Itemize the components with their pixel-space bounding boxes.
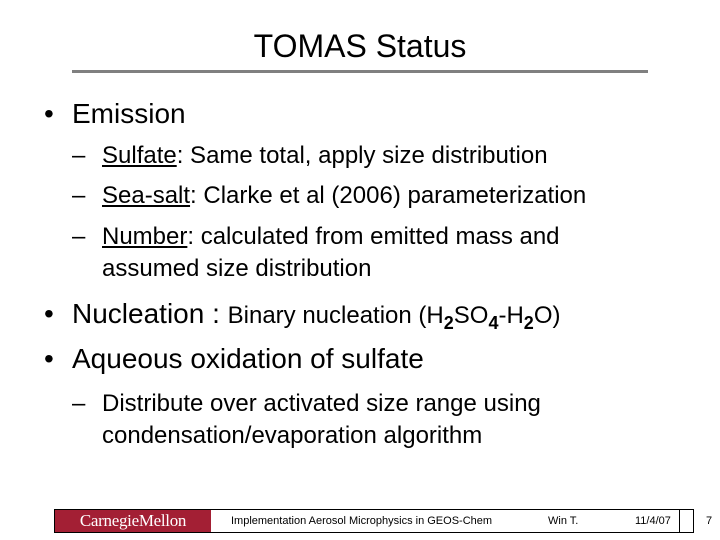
sub-bullet-text: : Same total, apply size distribution [176,142,548,169]
bullet-text: Aqueous oxidation of sulfate [72,343,424,374]
sub-bullet-distribute [72,388,541,452]
sub-bullet-number [72,221,560,285]
bullet-marker: • [44,98,54,129]
footer-author: Win T. [548,515,579,527]
dash-marker: – [72,142,86,169]
sub-bullet-continuation: assumed size distribution [102,255,372,282]
term-number: Number [102,223,188,250]
footer-date: 11/4/07 [635,515,671,527]
formula-part: Binary nucleation (H [227,302,444,329]
footer-page-number: 7 [706,515,713,527]
term-sulfate: Sulfate [102,142,177,169]
formula-subscript: 2 [443,313,454,333]
formula-subscript: 4 [488,313,499,333]
slide-title: TOMAS Status [253,28,467,64]
bullet-text: Nucleation : [72,298,228,329]
formula-part: SO [453,302,489,329]
term-seasalt: Sea-salt [102,182,191,209]
formula-subscript: 2 [523,313,534,333]
bullet-text: Emission [72,98,186,129]
bullet-emission [44,97,186,131]
carnegie-mellon-logo: CarnegieMellon [55,510,211,532]
sub-bullet-text: : Clarke et al (2006) parameterization [190,182,587,209]
dash-marker: – [72,182,86,209]
bullet-aqueous [44,342,424,376]
sub-bullet-text: : calculated from emitted mass and [187,223,560,250]
slide-footer [54,509,713,533]
title-underline [72,70,648,73]
sub-bullet-seasalt [72,180,586,212]
sub-bullet-continuation: condensation/evaporation algorithm [102,422,483,449]
bullet-nucleation [44,297,560,333]
formula-part: -H [498,302,524,329]
dash-marker: – [72,390,86,417]
dash-marker: – [72,223,86,250]
sub-bullet-sulfate [72,140,548,172]
nucleation-detail [227,302,561,333]
footer-divider [679,510,680,532]
bullet-marker: • [44,298,54,329]
footer-talk-title: Implementation Aerosol Microphysics in GEOS-Chem [231,515,493,527]
bullet-marker: • [44,343,54,374]
sub-bullet-text: Distribute over activated size range using [102,390,541,417]
formula-part: O) [533,302,561,329]
